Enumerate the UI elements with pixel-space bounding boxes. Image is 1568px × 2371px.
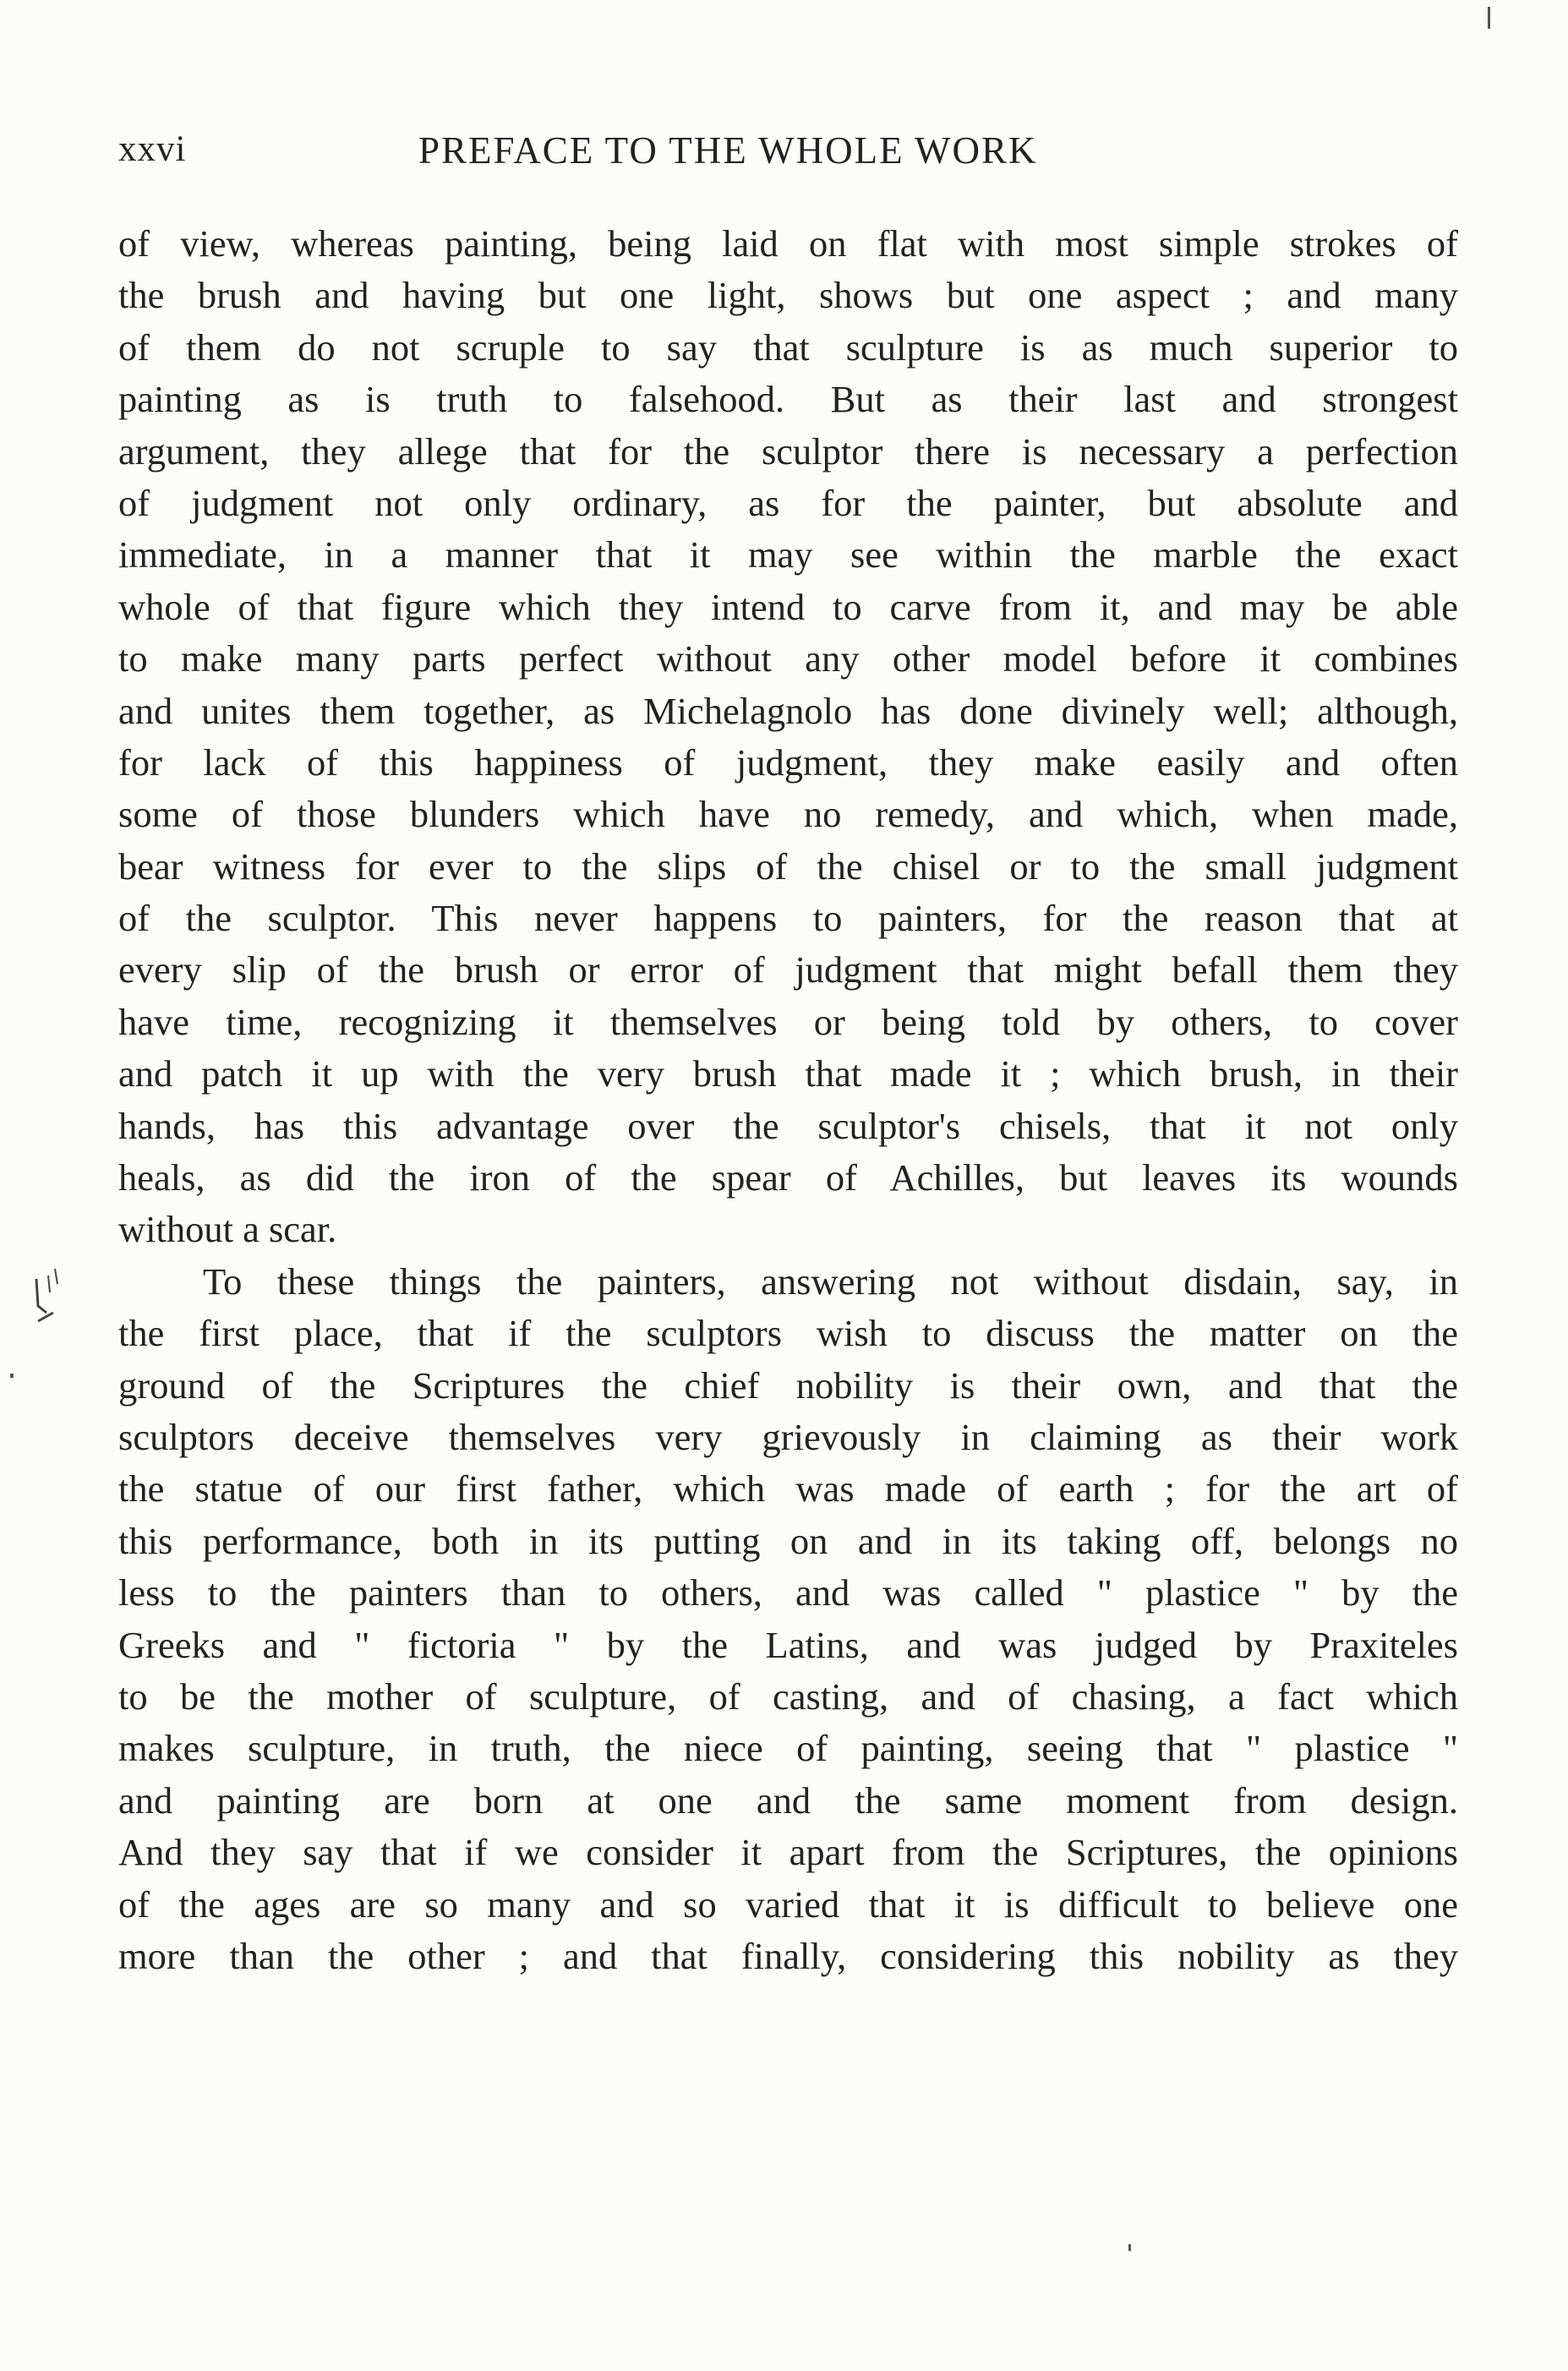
body-text <box>118 218 1458 1982</box>
text-line: to be the mother of sculpture, of casting, and of chasing, a fact which <box>118 1674 1458 1718</box>
paragraph-end-line: without a scar. <box>118 1208 337 1251</box>
text-line: argument, they allege that for the sculptor there is necessary a perfection <box>118 429 1458 473</box>
text-line: and painting are born at one and the same moment from design. <box>118 1778 1458 1822</box>
text-line: to make many parts perfect without any other model before it combines <box>118 637 1458 680</box>
ink-mark <box>1488 7 1490 29</box>
text-line: have time, recognizing it themselves or being told by others, to cover <box>118 1000 1458 1043</box>
text-line: hands, has this advantage over the sculptor's chisels, that it not only <box>118 1104 1458 1147</box>
text-line: the first place, that if the sculptors wish to discuss the matter on the <box>118 1312 1458 1355</box>
text-line: some of those blunders which have no remedy, and which, when made, <box>118 793 1458 836</box>
text-line: of them do not scruple to say that sculpture is as much superior to <box>118 325 1458 369</box>
text-line: the statue of our first father, which was made of earth ; for the art of <box>118 1467 1458 1511</box>
ink-mark <box>1128 2244 1131 2251</box>
text-line: and unites them together, as Michelagnolo has done divinely well; although, <box>118 689 1458 732</box>
text-line: whole of that figure which they intend to carve from it, and may be able <box>118 585 1458 628</box>
text-line: heals, as did the iron of the spear of Achilles, but leaves its wounds <box>118 1156 1458 1199</box>
ink-mark <box>10 1374 14 1378</box>
text-line: of judgment not only ordinary, as for the painter, but absolute and <box>118 481 1458 524</box>
text-line: immediate, in a manner that it may see within the marble the exact <box>118 533 1458 576</box>
text-line: and patch it up with the very brush that made it ; which brush, in their <box>118 1052 1458 1095</box>
text-line: for lack of this happiness of judgment, they make easily and often <box>118 740 1458 784</box>
text-line: of the ages are so many and so varied that it is difficult to believe one <box>118 1882 1458 1926</box>
text-line: painting as is truth to falsehood. But as their last and strongest <box>118 378 1458 421</box>
running-title: PREFACE TO THE WHOLE WORK <box>418 129 1038 172</box>
page-number: xxvi <box>118 129 187 169</box>
pencil-mark-icon <box>30 1264 80 1340</box>
text-line: sculptors deceive themselves very grievously in claiming as their work <box>118 1415 1458 1458</box>
page-header <box>118 128 1458 188</box>
text-line: bear witness for ever to the slips of the chisel or to the small judgment <box>118 844 1458 888</box>
text-line: the brush and having but one light, shows but one aspect ; and many <box>118 274 1458 317</box>
text-line: And they say that if we consider it apart from the Scriptures, the opinions <box>118 1831 1458 1874</box>
text-line: Greeks and " fictoria " by the Latins, and was judged by Praxiteles <box>118 1623 1458 1666</box>
text-line: of view, whereas painting, being laid on flat with most simple strokes of <box>118 222 1458 265</box>
text-line: less to the painters than to others, and was called " plastice " by the <box>118 1571 1458 1614</box>
text-line: makes sculpture, in truth, the niece of painting, seeing that " plastice " <box>118 1727 1458 1770</box>
margin-annotation-pencil-mark <box>30 1264 80 1340</box>
text-line: every slip of the brush or error of judgment that might befall them they <box>118 948 1458 992</box>
text-line: this performance, both in its putting on and in its taking off, belongs no <box>118 1519 1458 1562</box>
paragraph-start-line: To these things the painters, answering not without disdain, say, in <box>203 1259 1458 1303</box>
text-line: of the sculptor. This never happens to painters, for the reason that at <box>118 897 1458 940</box>
text-line: more than the other ; and that finally, considering this nobility as they <box>118 1934 1458 1977</box>
text-line: ground of the Scriptures the chief nobility is their own, and that the <box>118 1363 1458 1407</box>
